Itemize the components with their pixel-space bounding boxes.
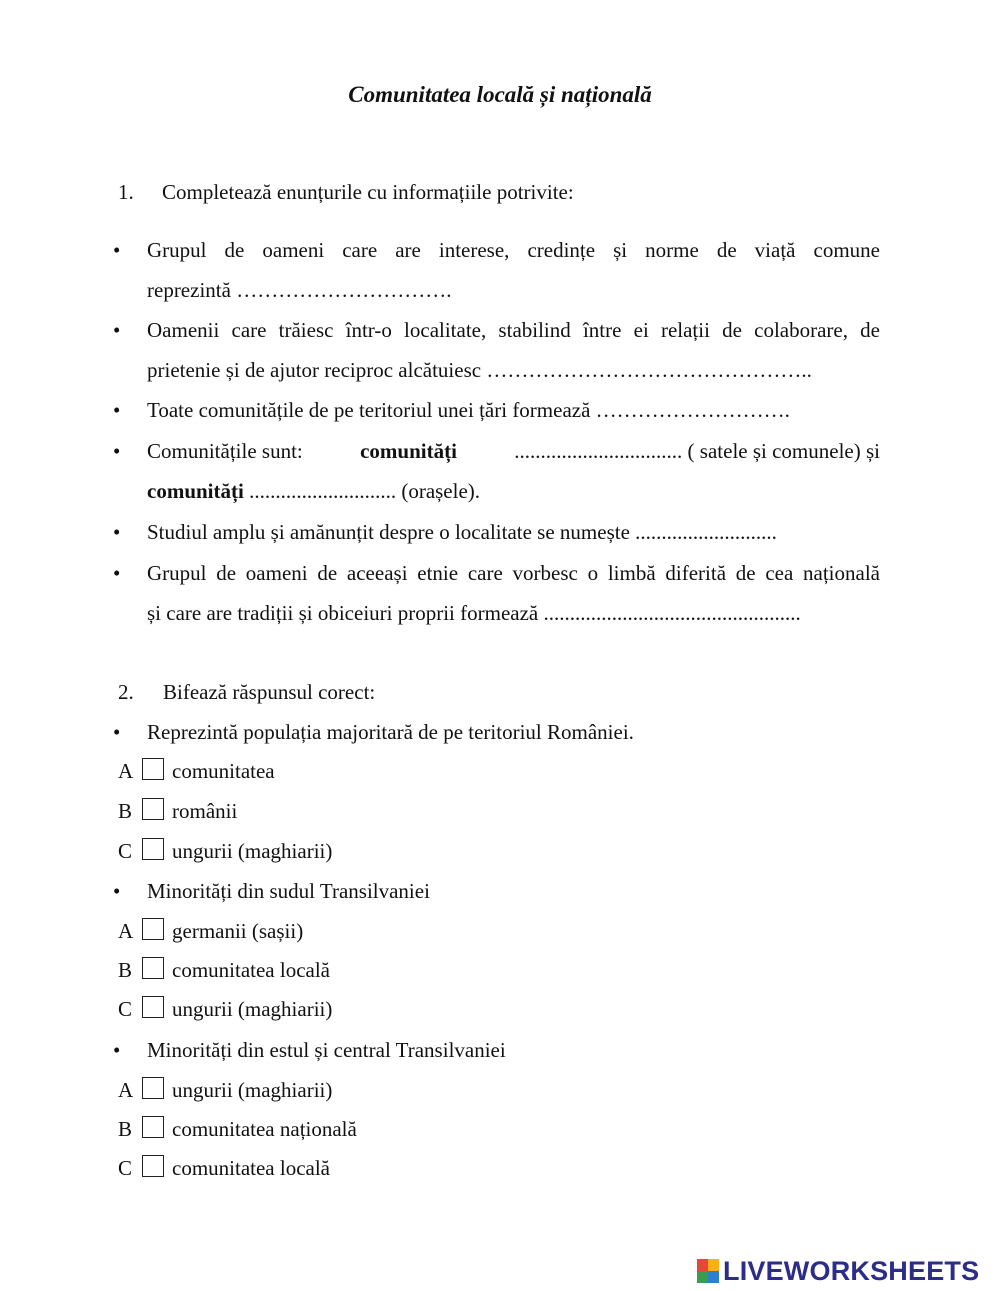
fill-item-1-line1: Grupul de oameni care are interese, credințe și norme de viață comune [147,238,880,262]
q2-option-a[interactable] [118,917,303,945]
option-letter: B [118,799,133,823]
q1-option-a[interactable] [118,757,275,785]
q3-option-a[interactable] [118,1076,332,1104]
fill-item-4 [147,431,880,511]
page-title: Comunitatea locală și națională [348,82,652,107]
q3-option-c[interactable] [118,1154,330,1182]
fill-item-4-line2 [147,471,880,511]
bullet: • [113,439,121,463]
fill-item-4-post2: ............................ (orașele). [249,479,481,503]
option-letter: B [118,1117,133,1141]
question-1-text: Reprezintă populația majoritară de pe teritoriul României. [147,720,634,744]
fill-item-5 [147,512,880,552]
option-text: comunitatea națională [172,1117,357,1141]
logo-mark-icon [697,1259,719,1283]
checkbox[interactable] [142,838,164,860]
logo-mark-tile [708,1271,719,1283]
section1-heading: Completează enunțurile cu informațiile potrivite: [162,180,574,204]
fill-item-6-line1: Grupul de oameni de aceeași etnie care vorbesc o limbă diferită de cea națională [147,561,880,585]
logo-mark-tile [708,1259,719,1271]
checkbox[interactable] [142,798,164,820]
option-text: ungurii (maghiarii) [172,997,333,1021]
option-letter: B [118,958,133,982]
option-letter: C [118,839,133,863]
option-text: ungurii (maghiarii) [172,839,333,863]
fill-item-4-line1 [147,431,880,471]
section1-number: 1. [118,180,134,204]
fill-item-2-line1: Oamenii care trăiesc într-o localitate, stabilind între ei relații de colaborare, de [147,318,880,342]
option-text: ungurii (maghiarii) [172,1078,333,1102]
checkbox[interactable] [142,1155,164,1177]
option-letter: A [118,759,134,783]
fill-item-6-line2: și care are tradiții și obiceiuri proprii formează ................................................. [147,601,801,625]
bullet: • [113,720,121,744]
question-3-text: Minorități din estul și central Transilvaniei [147,1038,506,1062]
fill-item-4-post: ................................ ( satele și comunele) și [514,439,880,463]
bullet: • [113,520,121,544]
q2-option-b[interactable] [118,956,330,984]
fill-item-1-line2: reprezintă …………………………. [147,278,452,302]
q1-option-c[interactable] [118,837,332,865]
fill-item-4-bold2: comunități [147,479,244,503]
fill-item-6 [147,553,880,633]
bullet: • [113,318,121,342]
checkbox[interactable] [142,996,164,1018]
logo-mark-tile [697,1259,708,1271]
option-text: comunitatea locală [172,1156,331,1180]
section2-heading: Bifează răspunsul corect: [163,680,376,704]
fill-item-4-pre: Comunitățile sunt: [147,439,303,463]
fill-item-2-line2: prietenie și de ajutor reciproc alcătuiesc ……………………………………….. [147,358,812,382]
option-text: românii [172,799,238,823]
option-letter: C [118,997,133,1021]
question-2-text: Minorități din sudul Transilvaniei [147,879,430,903]
fill-item-4-bold1: comunități [360,439,457,463]
option-letter: C [118,1156,133,1180]
bullet: • [113,879,121,903]
option-letter: A [118,1078,134,1102]
logo-mark-tile [697,1271,708,1283]
q3-option-b[interactable] [118,1115,357,1143]
fill-item-1 [147,230,880,310]
option-letter: A [118,919,134,943]
bullet: • [113,398,121,422]
option-text: comunitatea locală [172,958,331,982]
bullet: • [113,561,121,585]
option-text: germanii (sașii) [172,919,304,943]
section2-number: 2. [118,680,134,704]
bullet: • [113,238,121,262]
fill-item-5-line1: Studiul amplu și amănunțit despre o localitate se numește ........................... [147,520,777,544]
checkbox[interactable] [142,758,164,780]
q2-option-c[interactable] [118,995,332,1023]
option-text: comunitatea [172,759,275,783]
bullet: • [113,1038,121,1062]
q1-option-b[interactable] [118,797,237,825]
fill-item-3 [147,390,880,430]
checkbox[interactable] [142,1077,164,1099]
fill-item-3-line1: Toate comunitățile de pe teritoriul unei țări formează ………………………. [147,398,790,422]
fill-item-2 [147,310,880,390]
checkbox[interactable] [142,1116,164,1138]
checkbox[interactable] [142,918,164,940]
liveworksheets-logo [697,1256,979,1286]
logo-text: LIVEWORKSHEETS [723,1255,980,1286]
checkbox[interactable] [142,957,164,979]
